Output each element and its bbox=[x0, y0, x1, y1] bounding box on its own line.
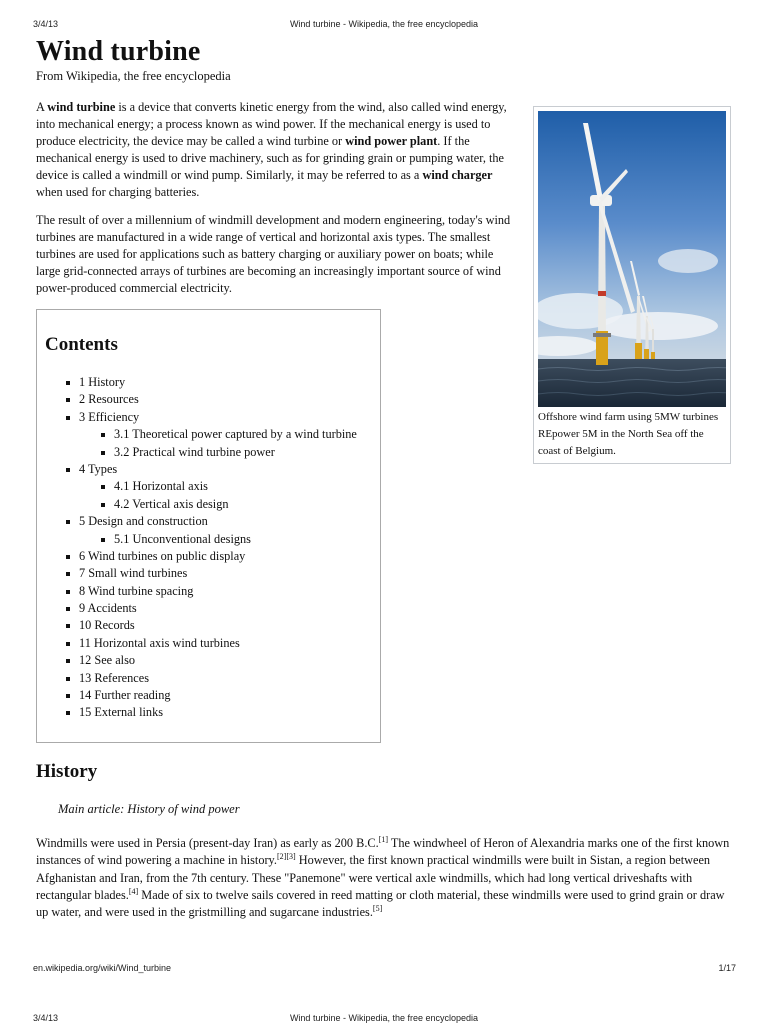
bullet-icon bbox=[66, 624, 70, 628]
reference-link[interactable]: [2] bbox=[276, 852, 287, 862]
toc-item[interactable] bbox=[37, 409, 377, 426]
toc-item-label[interactable]: 8 Wind turbine spacing bbox=[79, 583, 194, 598]
toc-item[interactable] bbox=[37, 652, 377, 669]
bullet-icon bbox=[101, 538, 105, 542]
print-title: Wind turbine - Wikipedia, the free encyclopedia bbox=[289, 1013, 479, 1023]
bullet-icon bbox=[101, 485, 105, 489]
bullet-icon bbox=[66, 659, 70, 663]
table-of-contents bbox=[36, 309, 381, 743]
bullet-icon bbox=[66, 677, 70, 681]
section-heading-history: History bbox=[36, 761, 98, 782]
main-article-link[interactable]: Main article: History of wind power bbox=[58, 802, 240, 816]
toc-item[interactable] bbox=[37, 374, 377, 391]
toc-item[interactable] bbox=[37, 635, 377, 652]
print-date: 3/4/13 bbox=[33, 1013, 59, 1023]
reference-link[interactable]: [3] bbox=[286, 852, 296, 862]
infobox-caption: Offshore wind farm using 5MW turbines REpower 5M in the North Sea off the coast of Belgium. bbox=[538, 411, 719, 457]
wind-farm-image[interactable] bbox=[538, 111, 726, 407]
toc-item-label[interactable]: 4.2 Vertical axis design bbox=[114, 496, 229, 511]
toc-item-label[interactable]: 3.2 Practical wind turbine power bbox=[114, 444, 275, 459]
toc-item-label[interactable]: 13 References bbox=[79, 670, 149, 685]
toc-item[interactable] bbox=[37, 687, 377, 704]
toc-item-label[interactable]: 9 Accidents bbox=[79, 601, 137, 616]
toc-item[interactable] bbox=[37, 583, 377, 600]
reference-link[interactable]: [1] bbox=[378, 834, 389, 844]
toc-item[interactable] bbox=[37, 478, 377, 495]
print-date: 3/4/13 bbox=[33, 19, 59, 29]
toc-item[interactable] bbox=[37, 426, 377, 443]
bullet-icon bbox=[66, 590, 70, 594]
bullet-icon bbox=[101, 433, 105, 437]
toc-item-label[interactable]: 12 See also bbox=[79, 653, 136, 668]
print-title: Wind turbine - Wikipedia, the free encyclopedia bbox=[289, 19, 479, 29]
toc-item[interactable] bbox=[37, 461, 377, 478]
print-footer bbox=[0, 963, 768, 977]
next-print-header bbox=[0, 1013, 768, 1027]
bullet-icon bbox=[101, 451, 105, 455]
page-title: Wind turbine bbox=[36, 36, 201, 67]
toc-item[interactable] bbox=[37, 565, 377, 582]
toc-item-label[interactable]: 11 Horizontal axis wind turbines bbox=[79, 635, 240, 650]
toc-item-label[interactable]: 6 Wind turbines on public display bbox=[79, 548, 246, 563]
bullet-icon bbox=[66, 468, 70, 472]
reference-link[interactable]: [5] bbox=[372, 904, 383, 914]
bullet-icon bbox=[66, 520, 70, 524]
bold-term: wind power plant bbox=[345, 134, 438, 148]
toc-item[interactable] bbox=[37, 513, 377, 530]
bullet-icon bbox=[66, 416, 70, 420]
toc-item-label[interactable]: 2 Resources bbox=[79, 392, 139, 407]
bullet-icon bbox=[66, 607, 70, 611]
toc-item-label[interactable]: 15 External links bbox=[79, 705, 164, 720]
bullet-icon bbox=[66, 398, 70, 402]
toc-item[interactable] bbox=[37, 391, 377, 408]
history-paragraph: Windmills were used in Persia (present-day Iran) as early as 200 B.C.[1] The windwheel of Heron of Alexandria marks one of the first known instances of wind powering a machine in history.[2][3] However, the first known practical windmills were built in Sistan, a region between Afghanistan and Iran, from the 7th century. These "Panemone" were vertical axle windmills, which had long vertical driveshafts with rectangular blades.[4] Made of six to twelve sails covered in reed matting or cloth material, these windmills were used to grind grain or draw up water, and were used in the gristmilling and sugarcane industries.[5] bbox=[36, 834, 730, 920]
print-header bbox=[0, 19, 768, 33]
toc-item-label[interactable]: 3.1 Theoretical power captured by a wind turbine bbox=[114, 427, 357, 442]
toc-item[interactable] bbox=[37, 531, 377, 548]
bullet-icon bbox=[66, 381, 70, 385]
toc-item-label[interactable]: 1 History bbox=[79, 375, 126, 389]
toc-item[interactable] bbox=[37, 704, 377, 721]
toc-item-label[interactable]: 4.1 Horizontal axis bbox=[114, 479, 208, 494]
footer-url: en.wikipedia.org/wiki/Wind_turbine bbox=[33, 963, 172, 973]
bullet-icon bbox=[101, 503, 105, 507]
bullet-icon bbox=[66, 694, 70, 698]
bullet-icon bbox=[66, 572, 70, 576]
toc-item[interactable] bbox=[37, 496, 377, 513]
toc-item-label[interactable]: 3 Efficiency bbox=[79, 409, 140, 424]
bullet-icon bbox=[66, 711, 70, 715]
toc-list bbox=[37, 374, 377, 722]
toc-item-label[interactable]: 5 Design and construction bbox=[79, 514, 208, 529]
toc-item-label[interactable]: 7 Small wind turbines bbox=[79, 566, 188, 581]
reference-link[interactable]: [4] bbox=[128, 886, 139, 896]
toc-item[interactable] bbox=[37, 444, 377, 461]
toc-title: Contents bbox=[45, 334, 118, 355]
page-subtitle: From Wikipedia, the free encyclopedia bbox=[36, 69, 231, 83]
toc-item-label[interactable]: 10 Records bbox=[79, 618, 135, 633]
intro-paragraph-2: The result of over a millennium of windmill development and modern engineering, today's wind turbines are manufactured in a wide range of vertical and horizontal axis types. The smallest turbines are used for applications such as battery charging or auxiliary power on boats; while large grid-connected arrays of turbines are becoming an increasingly important source of wind power-produced commercial electricity. bbox=[36, 213, 511, 295]
toc-item-label[interactable]: 5.1 Unconventional designs bbox=[114, 531, 251, 546]
bold-term: wind charger bbox=[422, 168, 493, 182]
toc-item[interactable] bbox=[37, 670, 377, 687]
bullet-icon bbox=[66, 555, 70, 559]
infobox bbox=[533, 106, 731, 464]
bullet-icon bbox=[66, 642, 70, 646]
page-number: 1/17 bbox=[718, 963, 736, 973]
toc-item[interactable] bbox=[37, 548, 377, 565]
toc-item-label[interactable]: 4 Types bbox=[79, 461, 118, 476]
toc-item[interactable] bbox=[37, 600, 377, 617]
bold-term: wind turbine bbox=[47, 100, 116, 114]
intro-paragraph-1: A wind turbine is a device that converts kinetic energy from the wind, also called wind energy, into mechanical energy; a process known as wind power. If the mechanical energy is used to produce electricity, the device may be called a wind turbine or wind power plant. If the mechanical energy is used to drive machinery, such as for grinding grain or pumping water, the device is called a windmill or wind pump. Similarly, it may be referred to as a wind charger when used for charging batteries. bbox=[36, 100, 507, 199]
toc-item-label[interactable]: 14 Further reading bbox=[79, 688, 171, 703]
toc-item[interactable] bbox=[37, 617, 377, 634]
